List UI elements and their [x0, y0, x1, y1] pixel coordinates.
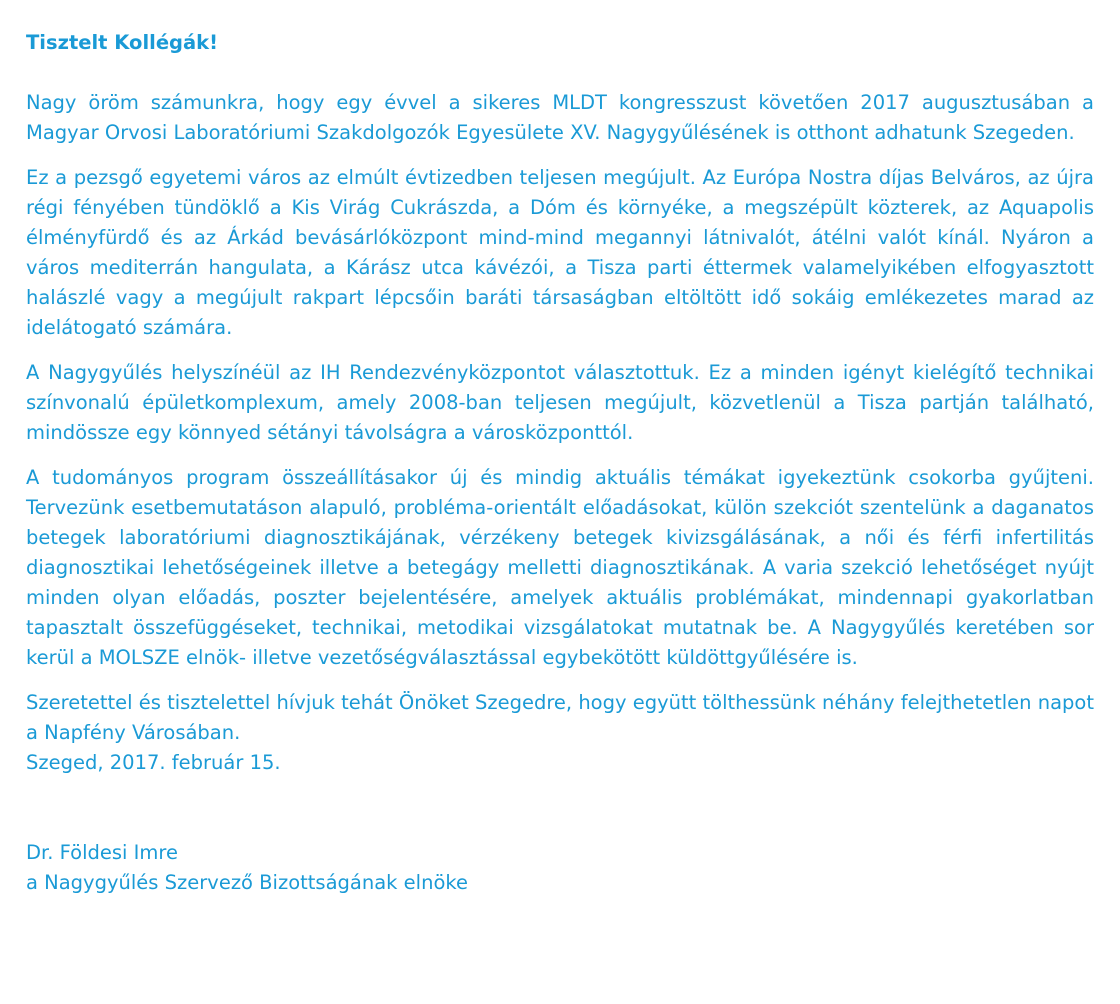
paragraph-venue: A Nagygyűlés helyszínéül az IH Rendezvényközpontot választottuk. Ez a minden igényt kielégítő technikai színvonalú épületkomplexum, amely 2008-ban teljesen megújult, közvetlenül a Tisza partján található, mindössze egy könnyed sétányi távolságra a városközponttól.	[26, 361, 1094, 444]
signer-name: Dr. Földesi Imre	[26, 841, 178, 864]
place-date: Szeged, 2017. február 15.	[26, 751, 281, 774]
signer-title: a Nagygyűlés Szervező Bizottságának elnöke	[26, 871, 468, 894]
greeting: Tisztelt Kollégák!	[26, 31, 219, 54]
signature-block	[26, 838, 1094, 898]
paragraph-intro: Nagy öröm számunkra, hogy egy évvel a sikeres MLDT kongresszust követően 2017 augusztusában a Magyar Orvosi Laboratóriumi Szakdolgozók Egyesülete XV. Nagygyűlésének is otthont adhatunk Szegeden.	[26, 91, 1094, 144]
closing-text: Szeretettel és tisztelettel hívjuk tehát Önöket Szegedre, hogy együtt tölthessünk néhány felejthetetlen napot a Napfény Városában.	[26, 691, 1094, 744]
paragraph-city: Ez a pezsgő egyetemi város az elmúlt évtizedben teljesen megújult. Az Európa Nostra díjas Belváros, az újra régi fényében tündöklő a Kis Virág Cukrászda, a Dóm és környéke, a megszépült közterek, az Aquapolis élményfürdő és az Árkád bevásárlóközpont mind-mind megannyi látnivalót, átélni valót kínál. Nyáron a város mediterrán hangulata, a Kárász utca kávézói, a Tisza parti éttermek valamelyikében elfogyasztott halászlé vagy a megújult rakpart lépcsőin baráti társaságban eltöltött idő sokáig emlékezetes marad az idelátogató számára.	[26, 166, 1094, 339]
letter-body	[26, 28, 1094, 898]
closing-block	[26, 688, 1094, 778]
paragraph-program: A tudományos program összeállításakor új és mindig aktuális témákat igyekeztünk csokorba gyűjteni. Tervezünk esetbemutatáson alapuló, probléma-orientált előadásokat, külön szekciót szentelünk a daganatos betegek laboratóriumi diagnosztikájának, vérzékeny betegek kivizsgálásának, a női és férfi infertilitás diagnosztikai lehetőségeinek illetve a betegágy melletti diagnosztikának. A varia szekció lehetőséget nyújt minden olyan előadás, poszter bejelentésére, amelyek aktuális problémákat, mindennapi gyakorlatban tapasztalt összefüggéseket, technikai, metodikai vizsgálatokat mutatnak be. A Nagygyűlés keretében sor kerül a MOLSZE elnök- illetve vezetőségválasztással egybekötött küldöttgyűlésére is.	[26, 466, 1094, 669]
